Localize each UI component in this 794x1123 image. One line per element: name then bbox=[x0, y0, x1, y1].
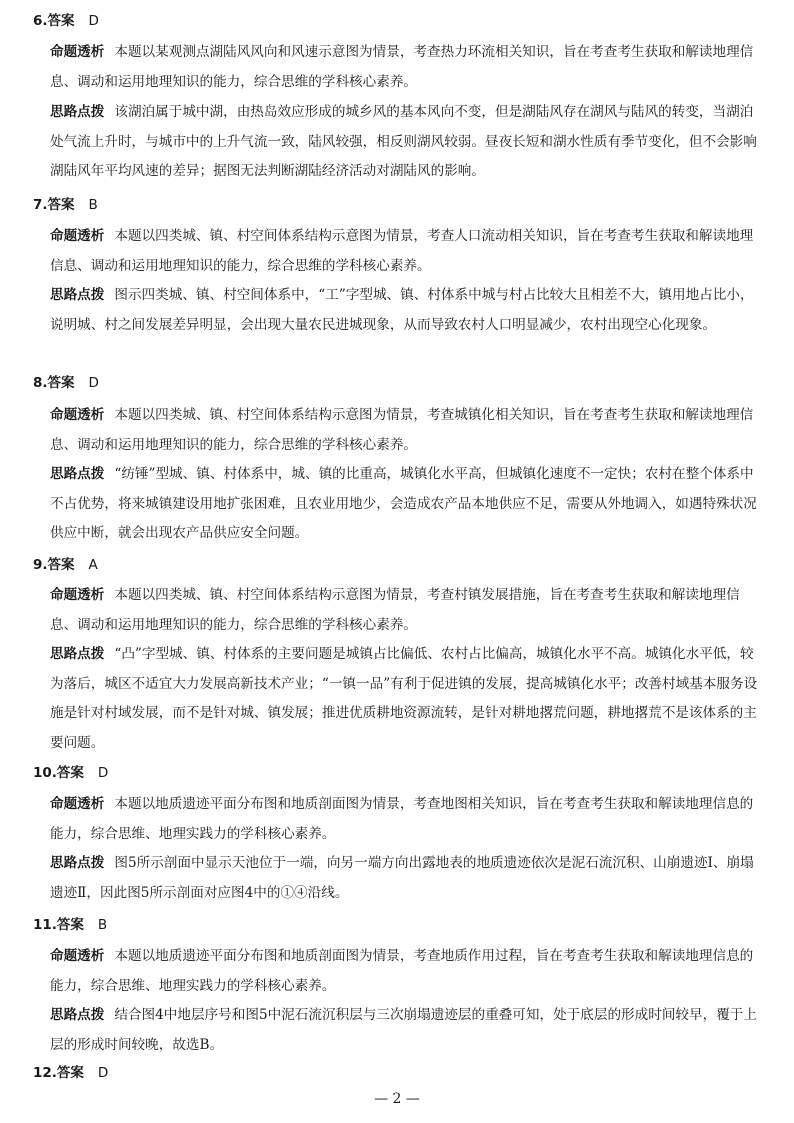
answer-label: 答案 bbox=[56, 765, 84, 781]
question-11-analysis bbox=[50, 942, 762, 1001]
question-12-answer bbox=[33, 1063, 108, 1083]
question-number: 9. bbox=[33, 557, 48, 573]
answer-label: 答案 bbox=[47, 197, 75, 213]
answer-label: 答案 bbox=[56, 917, 84, 933]
question-9-analysis bbox=[50, 581, 762, 640]
answer-value: D bbox=[88, 13, 99, 29]
analysis-text: 本题以四类城、镇、村空间体系结构示意图为情景，考查村镇发展措施，旨在考查考生获取和解读地理信息、调动和运用地理知识的能力，综合思维的学科核心素养。 bbox=[50, 587, 740, 633]
question-7-answer bbox=[33, 195, 98, 215]
analysis-text: 本题以地质遗迹平面分布图和地质剖面图为情景，考查地图相关知识，旨在考查考生获取和解读地理信息的能力，综合思维、地理实践力的学科核心素养。 bbox=[50, 796, 754, 842]
question-11-hint bbox=[50, 1001, 762, 1060]
question-11-answer bbox=[33, 915, 107, 935]
question-9-hint bbox=[50, 640, 762, 758]
question-7-analysis bbox=[50, 222, 762, 281]
question-6-analysis bbox=[50, 38, 762, 97]
hint-text: “纺锤”型城、镇、村体系中，城、镇的比重高，城镇化水平高，但城镇化速度不一定快；农村在整个体系中不占优势，将来城镇建设用地扩张困难，且农业用地少，会造成农产品本地供应不足，需要从外地调入，如遇特殊状况供应中断，就会出现农产品供应安全问题。 bbox=[50, 466, 757, 541]
answer-value: B bbox=[88, 197, 98, 213]
analysis-label: 命题透析 bbox=[50, 948, 105, 964]
analysis-label: 命题透析 bbox=[50, 587, 105, 603]
answer-label: 答案 bbox=[47, 375, 75, 391]
analysis-text: 本题以某观测点湖陆风风向和风速示意图为情景，考查热力环流相关知识，旨在考查考生获取和解读地理信息、调动和运用地理知识的能力，综合思维的学科核心素养。 bbox=[50, 44, 754, 90]
answer-value: D bbox=[88, 375, 99, 391]
question-number: 8. bbox=[33, 375, 48, 391]
question-number: 10. bbox=[33, 765, 57, 781]
hint-text: 图5所示剖面中显示天池位于一端，向另一端方向出露地表的地质遗迹依次是泥石流沉积、山崩遗迹Ⅰ、崩塌遗迹Ⅱ，因此图5所示剖面对应图4中的①④沿线。 bbox=[50, 855, 754, 901]
hint-label: 思路点拨 bbox=[50, 855, 105, 871]
question-number: 11. bbox=[33, 917, 57, 933]
hint-label: 思路点拨 bbox=[50, 1007, 105, 1023]
answer-value: D bbox=[97, 765, 109, 781]
hint-label: 思路点拨 bbox=[50, 466, 105, 482]
question-7-hint bbox=[50, 281, 762, 340]
hint-label: 思路点拨 bbox=[50, 104, 105, 120]
answer-label: 答案 bbox=[56, 1065, 84, 1081]
question-number: 12. bbox=[33, 1065, 57, 1081]
question-8-answer bbox=[33, 373, 99, 393]
hint-text: 结合图4中地层序号和图5中泥石流沉积层与三次崩塌遗迹层的重叠可知，处于底层的形成时间较早，覆于上层的形成时间较晚，故选B。 bbox=[50, 1007, 757, 1053]
question-6-answer bbox=[33, 11, 99, 31]
answer-value: A bbox=[88, 557, 98, 573]
question-6-hint bbox=[50, 98, 762, 187]
analysis-label: 命题透析 bbox=[50, 407, 105, 423]
question-10-answer bbox=[33, 763, 108, 783]
analysis-label: 命题透析 bbox=[50, 44, 105, 60]
question-10-hint bbox=[50, 849, 762, 908]
question-10-analysis bbox=[50, 790, 762, 849]
analysis-text: 本题以地质遗迹平面分布图和地质剖面图为情景，考查地质作用过程，旨在考查考生获取和解读地理信息的能力，综合思维、地理实践力的学科核心素养。 bbox=[50, 948, 754, 994]
hint-text: 图示四类城、镇、村空间体系中，“工”字型城、镇、村体系中城与村占比较大且相差不大，镇用地占比小，说明城、村之间发展差异明显，会出现大量农民进城现象，从而导致农村人口明显减少，农村出现空心化现象。 bbox=[50, 287, 754, 333]
hint-text: 该湖泊属于城中湖，由热岛效应形成的城乡风的基本风向不变，但是湖陆风存在湖风与陆风的转变，当湖泊处气流上升时，与城市中的上升气流一致，陆风较强，相反则湖风较弱。昼夜长短和湖水性质有季节变化，但不会影响湖陆风年平均风速的差异；据图无法判断湖陆经济活动对湖陆风的影响。 bbox=[50, 104, 757, 179]
page-number: — 2 — bbox=[374, 1091, 420, 1107]
question-8-analysis bbox=[50, 401, 762, 460]
analysis-text: 本题以四类城、镇、村空间体系结构示意图为情景，考查人口流动相关知识，旨在考查考生获取和解读地理信息、调动和运用地理知识的能力，综合思维的学科核心素养。 bbox=[50, 228, 754, 274]
question-9-answer bbox=[33, 555, 98, 575]
hint-label: 思路点拨 bbox=[50, 646, 105, 662]
question-number: 7. bbox=[33, 197, 48, 213]
question-8-hint bbox=[50, 460, 762, 549]
analysis-text: 本题以四类城、镇、村空间体系结构示意图为情景，考查城镇化相关知识，旨在考查考生获取和解读地理信息、调动和运用地理知识的能力，综合思维的学科核心素养。 bbox=[50, 407, 754, 453]
hint-label: 思路点拨 bbox=[50, 287, 105, 303]
analysis-label: 命题透析 bbox=[50, 796, 105, 812]
analysis-label: 命题透析 bbox=[50, 228, 105, 244]
question-number: 6. bbox=[33, 13, 48, 29]
answer-label: 答案 bbox=[47, 13, 75, 29]
answer-value: D bbox=[97, 1065, 109, 1081]
answer-label: 答案 bbox=[47, 557, 75, 573]
hint-text: “凸”字型城、镇、村体系的主要问题是城镇占比偏低、农村占比偏高，城镇化水平不高。城镇化水平低，较为落后，城区不适宜大力发展高新技术产业；“一镇一品”有利于促进镇的发展，提高城镇化水平；改善村域基本服务设施是针对村域发展，而不是针对城、镇发展；推进优质耕地资源流转，是针对耕地撂荒问题，耕地撂荒不是该体系的主要问题。 bbox=[50, 646, 758, 751]
answer-value: B bbox=[97, 917, 108, 933]
